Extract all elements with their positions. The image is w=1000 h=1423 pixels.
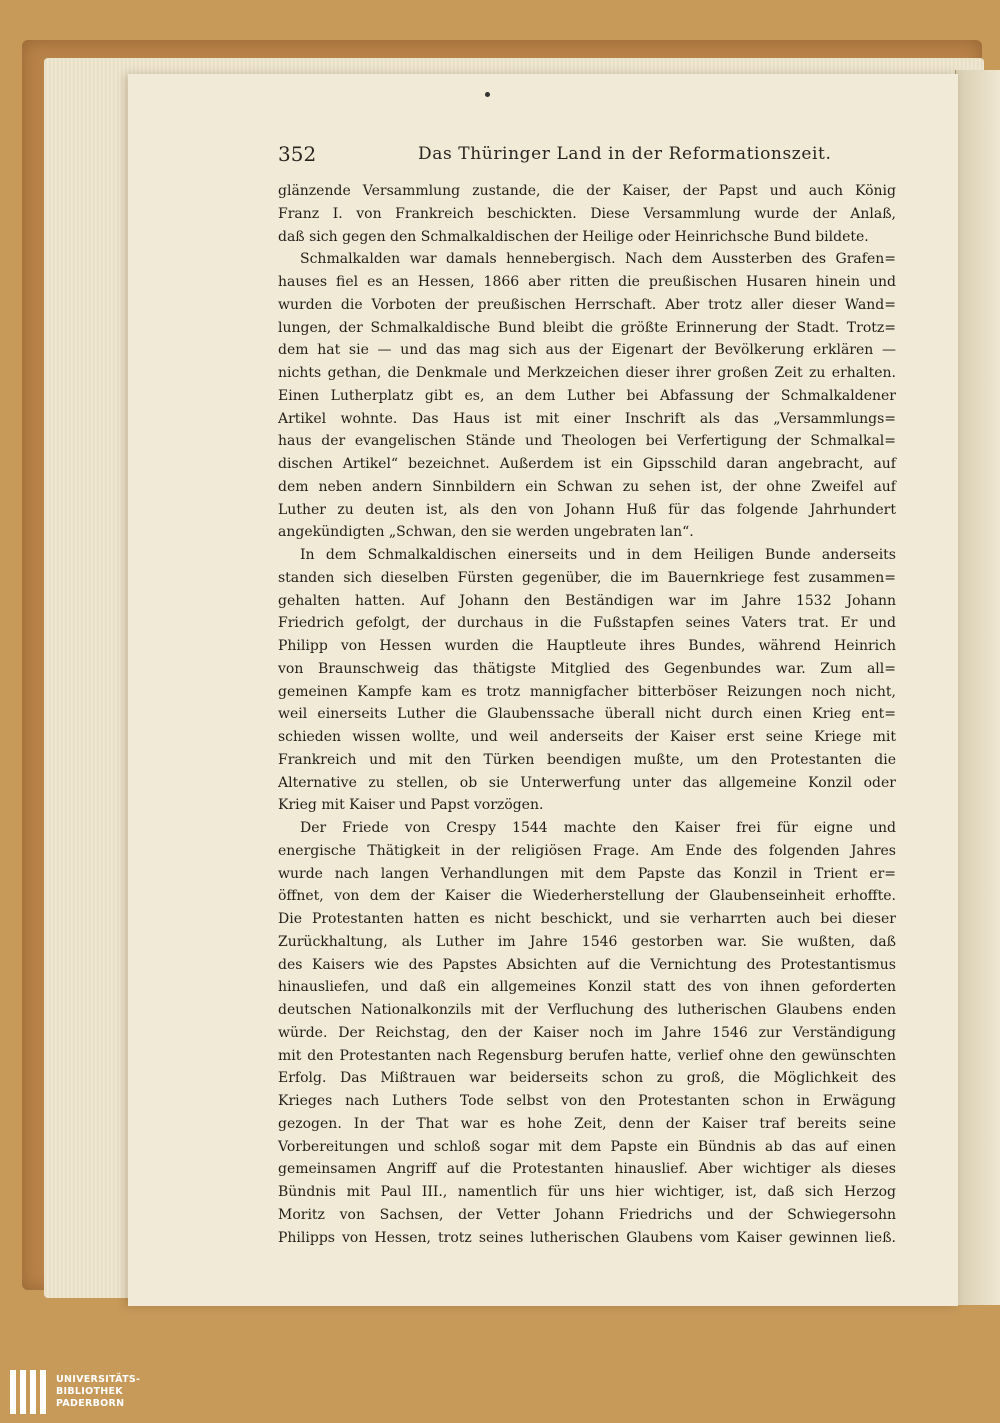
text-line: Philipp von Hessen wurden die Hauptleute ihres Bundes, während Heinrich [278, 638, 896, 654]
library-logo-text [56, 1374, 140, 1410]
text-line: Der Friede von Crespy 1544 machte den Kaiser frei für eigne und [300, 820, 896, 836]
text-line: lungen, der Schmalkaldische Bund bleibt die größte Erinnerung der Stadt. Trotz= [278, 319, 896, 336]
running-head [278, 142, 896, 172]
text-line: energische Thätigkeit in der religiösen Frage. Am Ende des folgenden Jahres [278, 842, 896, 859]
text-line: Philipps von Hessen, trotz seines lutherischen Glaubens vom Kaiser gewinnen ließ. [278, 1229, 896, 1246]
logo-line-3: PADERBORN [56, 1398, 125, 1409]
text-line: gezogen. In der That war es hohe Zeit, denn der Kaiser traf bereits seine [278, 1115, 896, 1132]
logo-line-1: UNIVERSITÄTS- [56, 1374, 141, 1385]
text-line: Frankreich und mit den Türken beendigen mußte, um den Protestanten die [278, 751, 896, 768]
text-line: Schmalkalden war damals hennebergisch. Nach dem Aussterben des Grafen= [300, 251, 896, 268]
text-line: Luther zu deuten ist, als den von Johann Huß für das folgende Jahrhundert [278, 501, 896, 518]
text-line: wurden die Vorboten der preußischen Herrschaft. Aber trotz aller dieser Wand= [278, 296, 896, 313]
text-line: glänzende Versammlung zustande, die der Kaiser, der Papst und auch König [278, 183, 896, 199]
text-line: angekündigten „Schwan, den sie werden ungebraten lan“. [278, 524, 694, 541]
text-line: nichts gethan, die Denkmale und Merkzeichen dieser ihrer großen Zeit zu erhalten. [278, 365, 896, 381]
text-line: Die Protestanten hatten es nicht beschickt, und sie verharrten auch bei dieser [278, 911, 896, 927]
text-line: von Braunschweig das thätigste Mitglied des Gegenbundes war. Zum all= [278, 660, 896, 677]
text-line: weil einerseits Luther die Glaubenssache überall nicht durch einen Krieg ent= [278, 706, 896, 723]
library-logo-icon [6, 1366, 50, 1416]
page-mark [485, 92, 490, 97]
text-line: Franz I. von Frankreich beschickten. Diese Versammlung wurde der Anlaß, [278, 205, 896, 222]
text-line: Bündnis mit Paul III., namentlich für uns hier wichtiger, ist, daß sich Herzog [278, 1184, 896, 1200]
text-line: Einen Lutherplatz gibt es, an dem Luther bei Abfassung der Schmalkaldener [278, 387, 896, 404]
text-line: dem hat sie — und das mag sich aus der Eigenart der Bevölkerung erklären — [278, 342, 896, 359]
body-text [278, 180, 896, 1249]
text-line: In dem Schmalkaldischen einerseits und in dem Heiligen Bunde anderseits [300, 547, 896, 563]
text-line: hinausliefen, und daß ein allgemeines Konzil statt des von ihnen geforderten [278, 979, 896, 996]
text-line: deutschen Nationalkonzils mit der Verfluchung des lutherischen Glaubens enden [278, 1002, 896, 1018]
text-line: öffnet, von dem der Kaiser die Wiederherstellung der Glaubenseinheit erhoffte. [278, 888, 896, 905]
text-line: gemeinsamen Angriff auf die Protestanten hinauslief. Aber wichtiger als dieses [278, 1161, 896, 1178]
text-line: Krieg mit Kaiser und Papst vorzögen. [278, 797, 544, 814]
text-line: Vorbereitungen und schloß sogar mit dem Papste ein Bündnis ab das auf einen [278, 1138, 896, 1155]
text-line: Artikel wohnte. Das Haus ist mit einer Inschrift als das „Versammlungs= [278, 410, 896, 427]
text-line: hauses fiel es an Hessen, 1866 aber ritten die preußischen Husaren hinein und [278, 274, 896, 290]
text-line: Moritz von Sachsen, der Vetter Johann Friedrichs und der Schwiegersohn [278, 1206, 896, 1223]
running-title: Das Thüringer Land in der Reformationszeit. [418, 144, 832, 164]
text-line: schieden wissen wollte, und weil anderseits der Kaiser erst seine Kriege mit [278, 729, 896, 745]
text-line: wurde nach langen Verhandlungen mit dem Papste das Konzil in Trient er= [278, 865, 896, 882]
text-line: mit den Protestanten nach Regensburg berufen hatte, verlief ohne den gewünschten [278, 1047, 896, 1064]
text-line: standen sich dieselben Fürsten gegenüber, die im Bauernkriege fest zusammen= [278, 569, 896, 586]
text-line: würde. Der Reichstag, den der Kaiser noch im Jahre 1546 zur Verständigung [278, 1024, 896, 1041]
text-line: dem neben andern Sinnbildern ein Schwan zu sehen ist, der ohne Zweifel auf [278, 478, 896, 495]
text-line: gemeinen Kampfe kam es trotz mannigfacher bitterböser Reizungen noch nicht, [278, 683, 896, 700]
text-line: Krieges nach Luthers Tode selbst von den Protestanten schon in Erwägung [278, 1093, 896, 1109]
text-line: gehalten hatten. Auf Johann den Beständigen war im Jahre 1532 Johann [278, 592, 896, 609]
text-line: Zurückhaltung, als Luther im Jahre 1546 gestorben war. Sie wußten, daß [278, 933, 896, 950]
text-line: haus der evangelischen Stände und Theologen bei Verfertigung der Schmalkal= [278, 433, 896, 450]
facing-page-edge [955, 70, 1000, 1305]
text-line: Erfolg. Das Mißtrauen war beiderseits schon zu groß, die Möglichkeit des [278, 1070, 896, 1087]
page-number: 352 [278, 142, 317, 166]
text-line: Alternative zu stellen, ob sie Unterwerfung unter das allgemeine Konzil oder [278, 774, 896, 791]
text-line: Friedrich gefolgt, der durchaus in die Fußstapfen seines Vaters trat. Er und [278, 615, 896, 632]
logo-line-2: BIBLIOTHEK [56, 1386, 123, 1397]
text-line: dischen Artikel“ bezeichnet. Außerdem ist ein Gipsschild daran angebracht, auf [278, 456, 896, 472]
text-line: daß sich gegen den Schmalkaldischen der Heilige oder Heinrichsche Bund bildete. [278, 228, 869, 245]
library-logo [6, 1366, 166, 1420]
text-line: des Kaisers wie des Papstes Absichten auf die Vernichtung des Protestantismus [278, 956, 896, 973]
